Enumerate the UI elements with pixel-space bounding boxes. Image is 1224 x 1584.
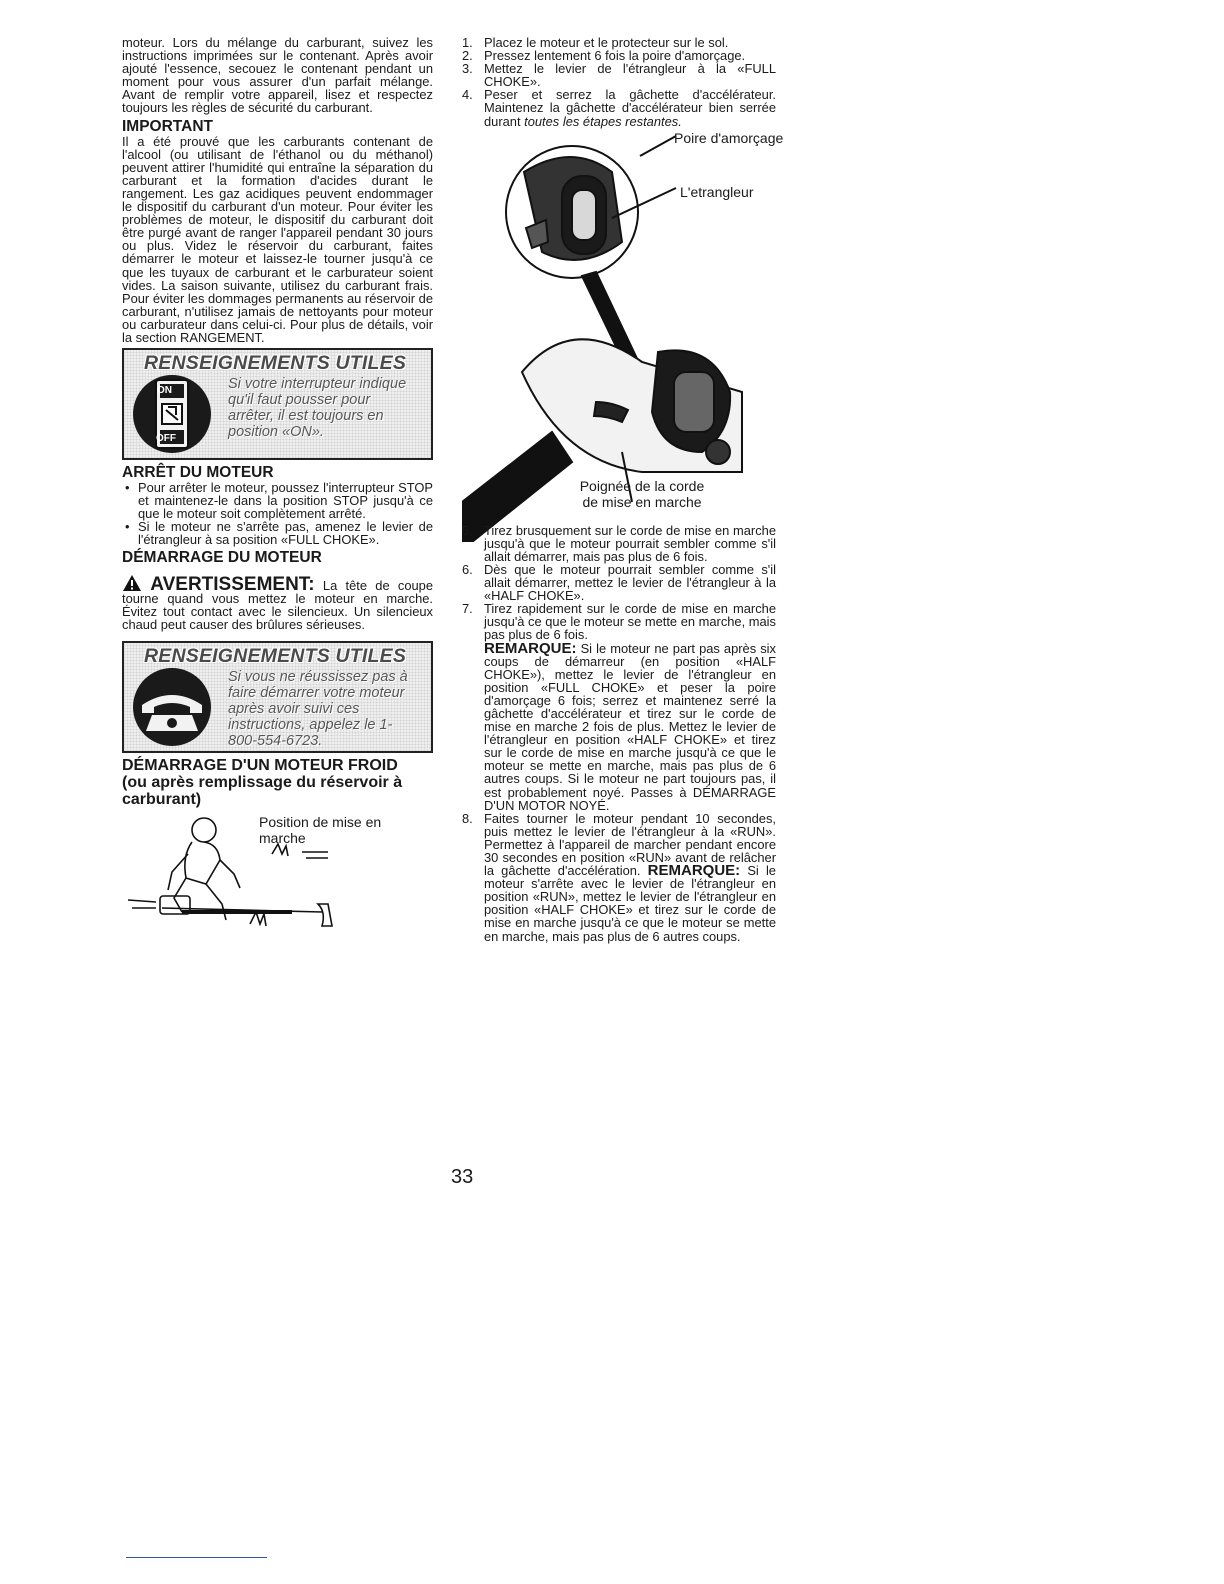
telephone-icon (132, 667, 212, 747)
page-number: 33 (451, 1166, 474, 1188)
engine-figure (462, 129, 784, 542)
steps-list-a (462, 36, 776, 128)
cold-start-subheading: (ou après remplissage du réservoir à carburant) (122, 773, 403, 808)
step-number: 7. (462, 601, 473, 617)
step-text: Peser et serrez la gâchette d'accélérateur. Maintenez la gâchette d'accélérateur bien serrée durant (484, 87, 776, 129)
warning-paragraph (122, 574, 433, 631)
figure-label-choke: L'etrangleur (680, 183, 754, 200)
list-item (462, 62, 776, 88)
step-number: 6. (462, 561, 473, 577)
warning-icon (122, 574, 142, 592)
switch-on-label: ON (157, 385, 172, 397)
step-number: 2. (462, 48, 473, 64)
remarque-label: REMARQUE: (484, 639, 577, 657)
step-number: 1. (462, 35, 473, 50)
step-text: Placez le moteur et le protecteur sur le sol. (484, 35, 729, 50)
info-box-text: Si vous ne réussissez pas à faire démarrer votre moteur après avoir suivi ces instructions, appelez le 1-800-554-6723. (228, 668, 408, 749)
remarque-label: REMARQUE: (647, 862, 741, 880)
step-number: 3. (462, 61, 473, 77)
remarque-text: Si le moteur ne part pas après six coups de démarreur (en position «HALF CHOKE»), mettez le levier de l'étrangleur en position «FULL CHOKE» et peser la poire d'amorçage 6 fois; serrez et maintenez serré la gâchette d'accélérateur et tirez sur le corde de mise en marche 2 fois de plus. Mettez le levier de l'étrangleur en position «HALF CHOKE» et tirez sur le corde de mise en marche jusqu'à ce que le moteur se mette en marche, mais pas plus de 6 autres coups. Si le moteur ne part toujours pas, il est probablement noyé. Passes à DÉMARRAGE D'UN MOTOR NOYÉ. (484, 640, 776, 813)
info-box-phone (122, 641, 433, 753)
stop-bullets (122, 481, 433, 546)
step-text: Dès que le moteur pourrait sembler comme s'il allait démarrer, mettez le levier de l'étrangleur à la «HALF CHOKE». (484, 561, 776, 604)
step-text: Pressez lentement 6 fois la poire d'amorçage. (484, 48, 746, 64)
list-item: • Si le moteur ne s'arrête pas, amenez le levier de l'étrangleur à sa position «FULL CHOKE». (122, 520, 433, 546)
figure-label-primer: Poire d'amorçage (674, 129, 784, 146)
step-number: 5. (462, 522, 473, 538)
list-item (462, 88, 776, 127)
list-item (462, 524, 776, 563)
footer-rule (126, 1557, 267, 1558)
step-number: 4. (462, 87, 473, 103)
left-column (122, 36, 433, 940)
info-box-switch (122, 348, 433, 460)
switch-off-label: OFF (156, 433, 176, 445)
step-text: Mettez le levier de l'étrangleur à la «FULL CHOKE». (484, 61, 776, 90)
start-position-figure (122, 808, 433, 940)
start-heading: DÉMARRAGE DU MOTEUR (122, 548, 322, 566)
list-item (462, 563, 776, 602)
info-box-title: RENSEIGNEMENTS UTILES (144, 644, 407, 667)
step-emphasis: toutes les étapes restantes. (524, 113, 682, 129)
warning-block (122, 574, 433, 631)
warning-label: AVERTISSEMENT: (150, 573, 315, 595)
step-text: Faites tourner le moteur pendant 10 secondes, puis mettez le levier de l'étrangleur à la «RUN». Permettez à l'appareil de marcher pendant encore 30 secondes en position «RUN» avant de relâcher la gâchette d'accélération. (484, 810, 776, 879)
steps-list-b (462, 524, 776, 943)
intro-paragraph: moteur. Lors du mélange du carburant, suivez les instructions imprimées sur le contenant. Après avoir ajouté l'essence, secouez le contenant pendant un moment pour vous assurer d'un parfait mélange. Avant de remplir votre appareil, lisez et respectez toujours les règles de sécurité du carburant. (122, 35, 433, 116)
list-item: • Pour arrêter le moteur, poussez l'interrupteur STOP et maintenez-le dans la position STOP jusqu'à ce que le moteur soit complètement arrêté. (122, 481, 433, 520)
important-heading: IMPORTANT (122, 117, 213, 135)
step-text: Tirez rapidement sur le corde de mise en marche jusqu'à ce que le moteur se mette en marche, mais pas plus de 6 fois. (484, 601, 776, 643)
person-starting-trimmer-illustration (122, 808, 362, 938)
figure-label-position: Position de mise en marche (259, 813, 382, 846)
list-item (462, 812, 776, 943)
step-number: 8. (462, 810, 473, 826)
list-item (462, 602, 776, 812)
stop-heading: ARRÊT DU MOTEUR (122, 464, 274, 482)
warning-text: La tête de coupe tourne quand vous mettez le moteur en marche. Évitez tout contact avec le silencieux. Un silencieux chaud peut causer des brûlures sérieuses. (122, 577, 434, 632)
info-box-text: Si votre interrupteur indique qu'il faut pousser pour arrêter, il est toujours en position «ON». (228, 376, 407, 441)
info-box-title: RENSEIGNEMENTS UTILES (144, 352, 407, 375)
important-paragraph: Il a été prouvé que les carburants contenant de l'alcool (ou utilisant de l'éthanol ou du méthanol) peuvent attirer l'humidité qui entraîne la séparation du carburant et la formation d'acides durant le rangement. Les gaz acidiques peuvent endommager le dispositif du carburant d'un moteur. Pour éviter les problèmes de moteur, le dispositif du carburant doit être purgé avant de ranger l'appareil pendant 30 jours ou plus. Videz le réservoir du carburant, faites démarrer le moteur et laissez-le tourner jusqu'à ce que les tuyaux de carburant et le carburateur soient vides. La saison suivante, utilisez du carburant frais. Pour éviter les dommages permanents au réservoir de carburant, n'utilisez jamais de nettoyants pour moteur ou carburateur dans celui-ci. Pour plus de détails, voir la section RANGEMENT. (122, 133, 433, 345)
remarque-text: Si le moteur s'arrête avec le levier de l'étrangleur en position «RUN», mettez le levier de l'étrangleur en position «HALF CHOKE» et tirez sur le corde de mise en marche jusqu'à ce que le moteur se mette en marche, mais pas plus de 6 autres coups. (484, 863, 776, 944)
right-column (462, 35, 784, 944)
figure-label-rope-handle: Poignée de la corde de mise en marche (579, 477, 705, 510)
step-text: Tirez brusquement sur le corde de mise en marche jusqu'à que le moteur pourrait sembler comme s'il allait démarrer, mais pas plus de 6 fois. (484, 522, 776, 564)
cold-start-heading: DÉMARRAGE D'UN MOTEUR FROID (122, 756, 398, 774)
